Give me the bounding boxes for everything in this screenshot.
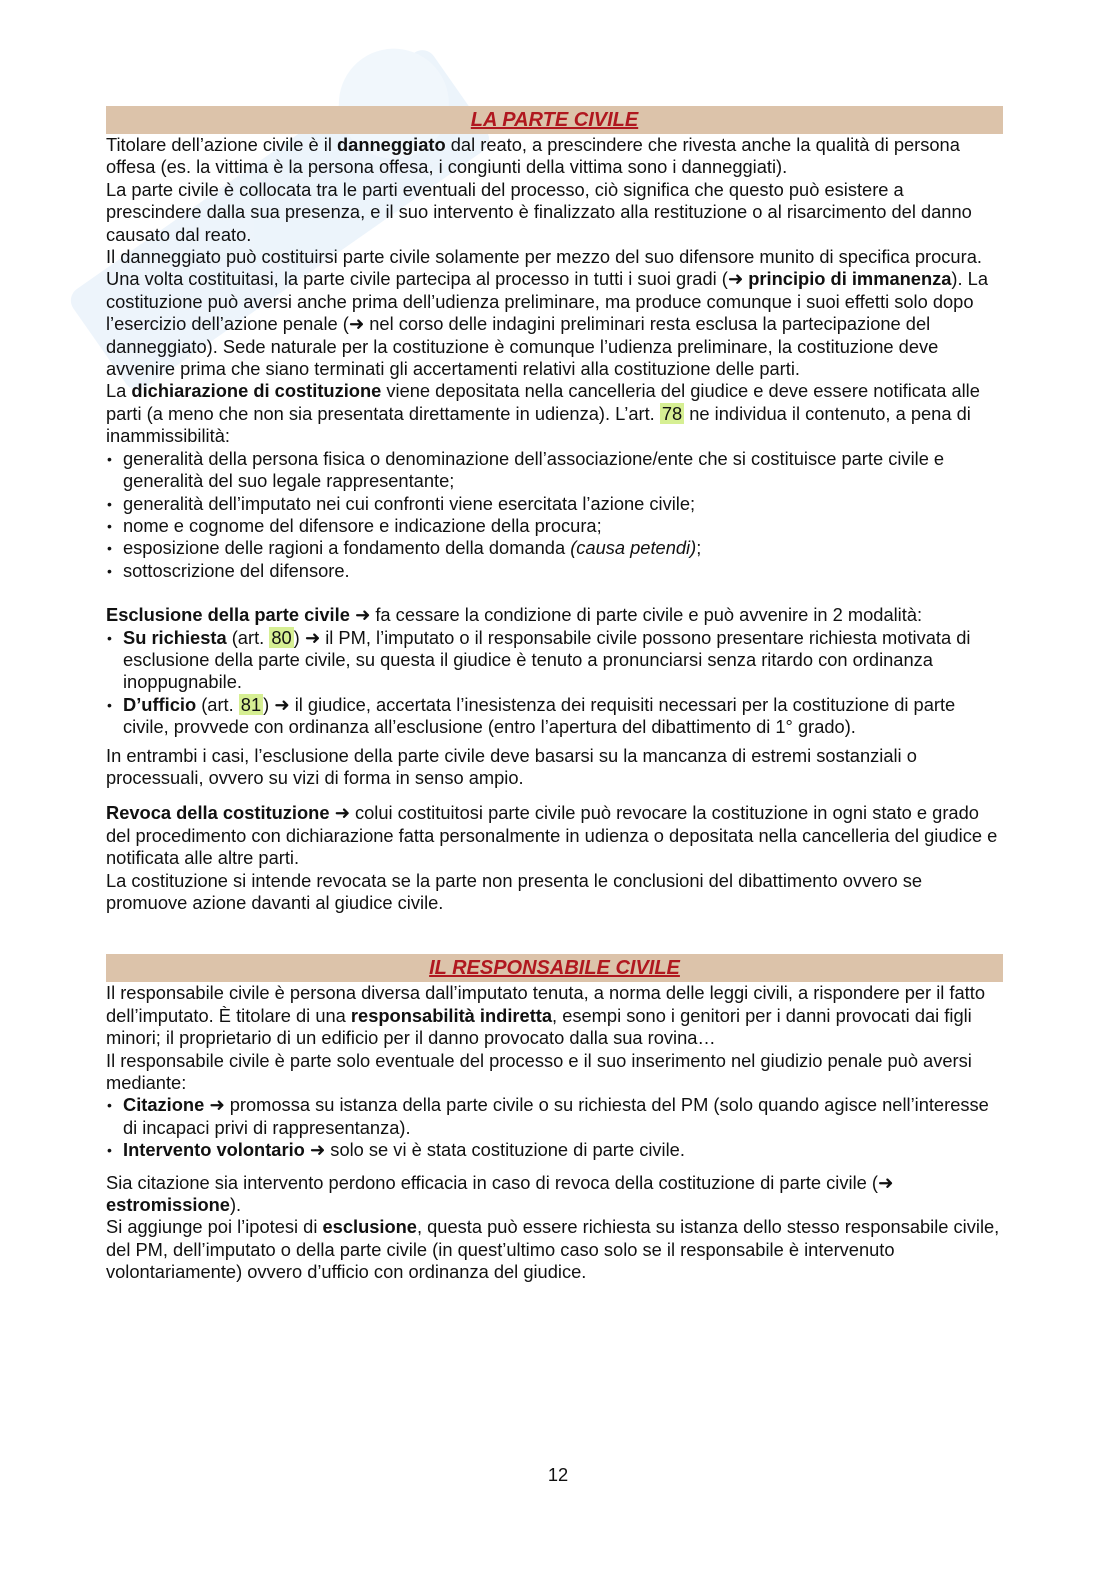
- article-highlight: 78: [661, 402, 683, 424]
- bold-term: principio di immanenza: [748, 268, 952, 290]
- text: La parte civile è collocata tra le parti eventuali del processo, ciò significa che questo può esistere a prescindere dalla sua presenza, e il suo intervento è finalizzato alla restituzione o al risarcimento del danno causato dal reato.: [106, 178, 972, 245]
- paragraph: [106, 246, 1003, 380]
- bullet-list: [106, 627, 1003, 739]
- text: ➜ promossa su istanza della parte civile o su richiesta del PM (solo quando agisce nell’interesse di incapaci privi di rappresentanza).: [123, 1094, 989, 1138]
- text: ➜ solo se vi è stata costituzione di parte civile.: [304, 1139, 685, 1161]
- list-item: • sottoscrizione del difensore.: [106, 560, 1003, 582]
- list-item: [106, 1094, 1003, 1139]
- paragraph: Il responsabile civile è parte solo eventuale del processo e il suo inserimento nel giudizio penale può aversi mediante:: [106, 1049, 972, 1094]
- text: Si aggiunge poi l’ipotesi di: [106, 1216, 323, 1238]
- list-item: • generalità della persona fisica o denominazione dell’associazione/ente che si costituisce parte civile e generalità del suo legale rappresentante;: [106, 448, 1003, 493]
- list-item: • generalità dell’imputato nei cui confronti viene esercitata l’azione civile;: [106, 493, 1003, 515]
- text: Sia citazione sia intervento perdono efficacia in caso di revoca della costituzione di parte civile (➜: [106, 1171, 894, 1193]
- spacer: [106, 914, 1003, 954]
- text: ;: [696, 537, 702, 559]
- bold-term: D’ufficio: [123, 693, 197, 715]
- paragraph: [106, 982, 1003, 1049]
- bold-term: Citazione: [123, 1094, 205, 1116]
- paragraph: [106, 179, 1003, 246]
- bullet-list: [106, 448, 1003, 582]
- list-item: • nome e cognome del difensore e indicazione della procura;: [106, 515, 1003, 537]
- bullet-list: [106, 1094, 1003, 1161]
- paragraph: [106, 1172, 1003, 1217]
- list-item: [106, 537, 1003, 559]
- paragraph: [106, 134, 1003, 179]
- text: dal reato, a prescindere che rivesta anche la qualità di persona offesa (es. la vittima è la persona offesa, i congiunti della vittima sono i danneggiati).: [106, 134, 960, 178]
- paragraph: La costituzione si intende revocata se la parte non presenta le conclusioni del dibattimento ovvero se promuove azione davanti al giudice civile.: [106, 869, 923, 913]
- spacer: [106, 789, 1003, 802]
- section-title-parte-civile: LA PARTE CIVILE: [106, 106, 1003, 134]
- bold-term: Esclusione della parte civile: [106, 604, 350, 626]
- bold-term: esclusione: [322, 1216, 417, 1238]
- paragraph: [106, 380, 1003, 447]
- bold-term: estromissione: [106, 1194, 230, 1216]
- text: (art.: [226, 626, 270, 648]
- section-title-responsabile-civile: IL RESPONSABILE CIVILE: [106, 954, 1003, 982]
- text: La: [106, 380, 132, 402]
- italic-term: (causa petendi): [570, 537, 697, 559]
- text: esposizione delle ragioni a fondamento della domanda: [123, 537, 571, 559]
- text: ).: [229, 1194, 242, 1216]
- bold-term: responsabilità indiretta: [350, 1004, 553, 1026]
- list-item: [106, 694, 1003, 739]
- text: Titolare dell’azione civile è il: [106, 134, 337, 155]
- article-highlight: 81: [240, 693, 262, 715]
- spacer: [106, 582, 1003, 604]
- paragraph: In entrambi i casi, l’esclusione della parte civile deve basarsi su la mancanza di estremi sostanziali o processuali, ovvero su vizi di forma in senso ampio.: [106, 744, 917, 788]
- text: ) ➜ il PM, l’imputato o il responsabile civile possono presentare richiesta motivata di esclusione della parte civile, su questa il giudice è tenuto a pronunciarsi senza ritardo con ordinanza inoppugnabile.: [123, 626, 971, 693]
- document-page: [106, 106, 1003, 1284]
- spacer: [106, 1162, 1003, 1172]
- bold-term: Intervento volontario: [123, 1139, 305, 1161]
- text: Il danneggiato può costituirsi parte civile solamente per mezzo del suo difensore munito di specifica procura. Una volta costituitasi, la parte civile partecipa al processo in tutti i suoi gradi (➜: [106, 246, 982, 290]
- text: Il responsabile civile è persona diversa dall’imputato tenuta, a norma delle leggi civili, a rispondere per il fatto dell’imputato. È titolare di una: [106, 982, 985, 1026]
- list-item: [106, 627, 1003, 694]
- text: (art.: [196, 693, 239, 715]
- text: ne individua il contenuto, a pena di inammissibilità:: [106, 402, 971, 447]
- text: , esempi sono i genitori per i danni provocati dai figli minori; il proprietario di un edificio per il danno provocato dalla sua rovina…: [106, 1004, 972, 1049]
- text: ). La costituzione può aversi anche prima dell’udienza preliminare, ma produce comunque i suoi effetti solo dopo l’esercizio dell’azione penale (➜ nel corso delle indagini preliminari resta esclusa la partecipazione del danneggiato). Sede naturale per la costituzione è comunque l’udienza preliminare, la costituzione deve avvenire prima che siano terminati gli accertamenti relativi alla costituzione delle parti.: [106, 268, 989, 380]
- bold-term: danneggiato: [337, 134, 446, 155]
- text: , questa può essere richiesta su istanza dello stesso responsabile civile, del PM, dell’imputato o della parte civile (in quest’ultimo caso solo se il responsabile è intervenuto volontariamente) ovvero d’ufficio con ordinanza del giudice.: [106, 1216, 1000, 1283]
- page-number: 12: [547, 1464, 569, 1485]
- text: ➜ fa cessare la condizione di parte civile e può avvenire in 2 modalità:: [349, 604, 923, 626]
- paragraph: [106, 604, 1003, 626]
- text: ) ➜ il giudice, accertata l’inesistenza dei requisiti necessari per la costituzione di parte civile, provvede con ordinanza all’esclusione (entro l’apertura del dibattimento di 1° grado).: [123, 693, 956, 738]
- text: ➜ colui costituitosi parte civile può revocare la costituzione in ogni stato e grado del procedimento con dichiarazione fatta personalmente in udienza o depositata nella cancelleria del giudice e notificata alle altre parti.: [106, 802, 998, 869]
- list-item: [106, 1139, 1003, 1161]
- text: viene depositata nella cancelleria del giudice e deve essere notificata alle parti (a meno che non sia presentata direttamente in udienza). L’art.: [106, 380, 980, 424]
- bold-term: Revoca della costituzione: [106, 802, 330, 824]
- paragraph: [106, 1216, 1003, 1283]
- paragraph: [106, 802, 1003, 869]
- bold-term: Su richiesta: [123, 626, 227, 648]
- bold-term: dichiarazione di costituzione: [131, 380, 382, 402]
- article-highlight: 80: [271, 626, 292, 648]
